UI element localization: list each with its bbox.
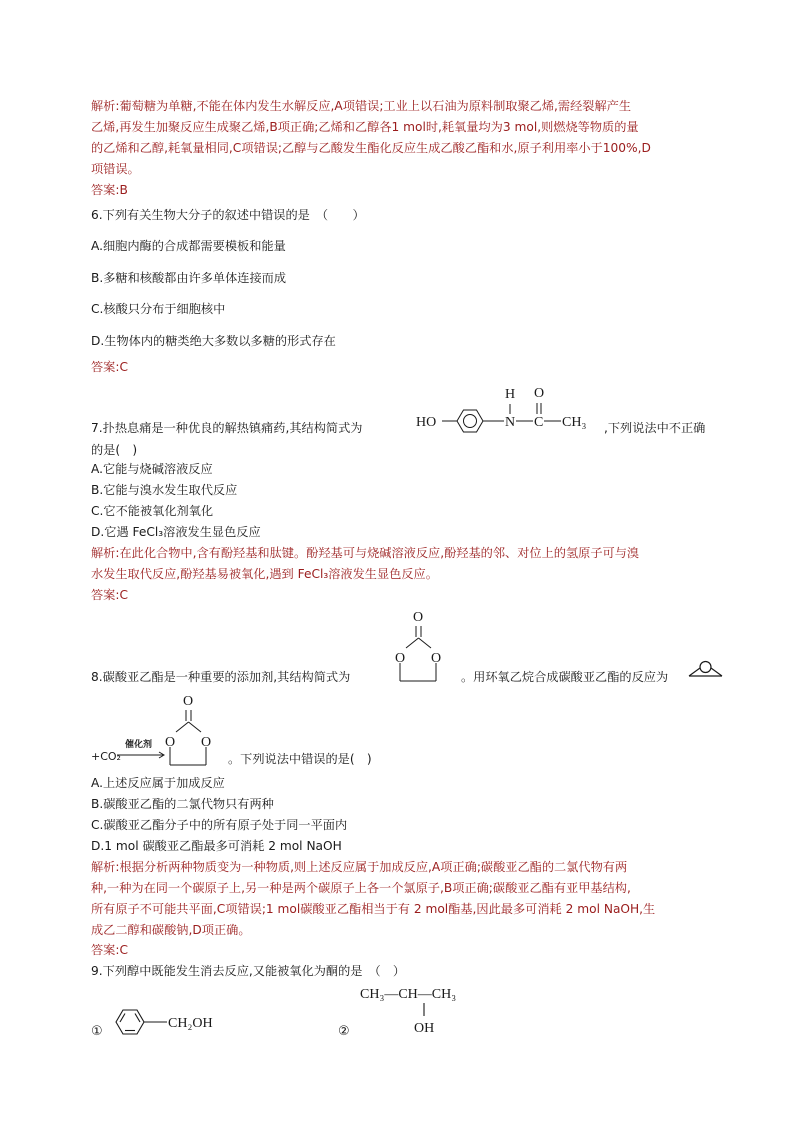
ring-o-left: O	[395, 651, 406, 666]
q7-option-d: D.它遇 FeCl₃溶液发生显色反应	[91, 525, 261, 539]
ethylene-oxide-structure	[688, 661, 724, 681]
struct-n: N	[505, 415, 516, 430]
q6-option-c: C.核酸只分布于细胞核中	[91, 302, 226, 316]
ethylene-carbonate-product-structure	[165, 689, 227, 769]
struct-o: O	[534, 386, 545, 401]
benzyl-group-label: CH₂OH	[168, 1016, 213, 1031]
product-o-left: O	[165, 735, 176, 750]
q6-option-b: B.多糖和核酸都由许多单体连接而成	[91, 271, 287, 285]
q8-stem-mid: 。用环氧乙烷合成碳酸亚乙酯的反应为	[461, 670, 669, 684]
q5-analysis-line: 项错误。	[91, 162, 140, 176]
q6-option-d: D.生物体内的糖类绝大多数以多糖的形式存在	[91, 334, 336, 348]
q8-analysis-line: 种,一种为在同一个碳原子上,另一种是两个碳原子上各一个氯原子,B项正确;碳酸亚乙酯有亚甲基结构,	[91, 881, 631, 895]
q8-catalyst-arrow	[117, 740, 167, 760]
paracetamol-structure	[416, 378, 606, 438]
q7-analysis	[91, 543, 731, 585]
q7-analysis-line: 解析:在此化合物中,含有酚羟基和肽键。酚羟基可与烧碱溶液反应,酚羟基的邻、对位上的氢原子可与溴	[91, 546, 640, 560]
q8-analysis	[91, 857, 731, 941]
isopropanol-oh: OH	[414, 1021, 435, 1036]
q8-stem-pre: 8.碳酸亚乙酯是一种重要的添加剂,其结构简式为	[91, 670, 351, 684]
benzyl-alcohol-structure	[112, 1004, 242, 1044]
q7-option-b: B.它能与溴水发生取代反应	[91, 483, 238, 497]
q5-analysis-line: 的乙烯和乙醇,耗氧量相同,C项错误;乙醇与乙酸发生酯化反应生成乙酸乙酯和水,原子利用率小于100%,D	[91, 141, 651, 155]
q8-analysis-line: 解析:根据分析两种物质变为一种物质,则上述反应属于加成反应,A项正确;碳酸亚乙酯的二氯代物有两	[91, 860, 628, 874]
q6-stem: 6.下列有关生物大分子的叙述中错误的是 （ ）	[91, 208, 365, 222]
q8-answer: 答案:C	[91, 943, 128, 957]
product-o-right: O	[201, 735, 212, 750]
q8-option-d: D.1 mol 碳酸亚乙酯最多可消耗 2 mol NaOH	[91, 839, 342, 853]
ethylene-carbonate-structure	[395, 605, 457, 685]
q8-reaction-co2: +CO₂	[91, 750, 121, 763]
q5-answer: 答案:B	[91, 183, 128, 197]
q7-option-c: C.它不能被氧化剂氧化	[91, 504, 214, 518]
q8-option-b: B.碳酸亚乙酯的二氯代物只有两种	[91, 797, 274, 811]
q9-stem: 9.下列醇中既能发生消去反应,又能被氧化为酮的是 （ ）	[91, 964, 406, 978]
q6-answer: 答案:C	[91, 360, 128, 374]
q7-analysis-line: 水发生取代反应,酚羟基易被氧化,遇到 FeCl₃溶液发生显色反应。	[91, 567, 438, 581]
struct-c: C	[534, 415, 544, 430]
struct-h: H	[505, 387, 516, 402]
struct-ch3: CH₃	[562, 415, 587, 430]
ring-o-top: O	[413, 610, 424, 625]
ring-o-right: O	[431, 651, 442, 666]
q7-answer: 答案:C	[91, 588, 128, 602]
q7-stem-pre: 7.扑热息痛是一种优良的解热镇痛药,其结构简式为	[91, 421, 363, 435]
q9-item2-number: ②	[338, 1024, 350, 1039]
q9-item1-number: ①	[91, 1024, 103, 1039]
q8-analysis-line: 成乙二醇和碳酸钠,D项正确。	[91, 923, 251, 937]
q5-analysis-line: 乙烯,再发生加聚反应生成聚乙烯,B项正确;乙烯和乙醇各1 mol时,耗氧量均为3 mol,则燃烧等物质的量	[91, 120, 639, 134]
q5-analysis	[91, 96, 731, 180]
q5-analysis-line: 解析:葡萄糖为单糖,不能在体内发生水解反应,A项错误;工业上以石油为原料制取聚乙烯,需经裂解产生	[91, 99, 632, 113]
isopropanol-structure	[360, 982, 500, 1042]
q7-stem-post: ,下列说法中不正确	[604, 421, 706, 435]
q7-option-a: A.它能与烧碱溶液反应	[91, 462, 213, 476]
q7-stem-l2: 的是( )	[91, 443, 138, 457]
struct-ho: HO	[416, 415, 437, 430]
q6-option-a: A.细胞内酶的合成都需要模板和能量	[91, 239, 286, 253]
product-o-top: O	[183, 694, 194, 709]
q8-stem-post: 。下列说法中错误的是( )	[228, 752, 372, 766]
q8-analysis-line: 所有原子不可能共平面,C项错误;1 mol碳酸亚乙酯相当于有 2 mol酯基,因此最多可消耗 2 mol NaOH,生	[91, 902, 656, 916]
isopropanol-chain: CH₃—CH—CH₃	[360, 987, 457, 1002]
q8-option-c: C.碳酸亚乙酯分子中的所有原子处于同一平面内	[91, 818, 348, 832]
q8-option-a: A.上述反应属于加成反应	[91, 776, 225, 790]
catalyst-label: 催化剂	[125, 740, 153, 750]
